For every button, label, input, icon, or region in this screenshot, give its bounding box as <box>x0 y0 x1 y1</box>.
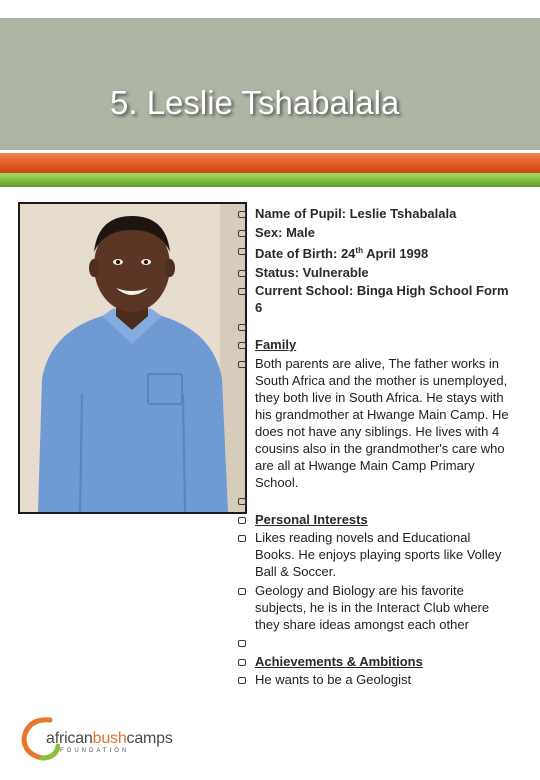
list-item <box>238 529 513 580</box>
family-heading: Family <box>255 337 297 352</box>
pupil-photo-illustration <box>20 204 245 512</box>
list-item <box>238 653 513 670</box>
logo-foundation: FOUNDATION <box>60 748 130 754</box>
logo-wordmark <box>46 730 173 748</box>
bullet-icon <box>238 342 246 348</box>
list-item <box>238 242 513 262</box>
interests-text-1: Likes reading novels and Educational Books. He enjoys playing sports like Volley Ball & Soccer. <box>255 530 502 579</box>
slide-title: 5. Leslie Tshabalala <box>110 84 400 121</box>
bullet-icon <box>238 588 246 594</box>
african-bush-camps-logo <box>20 714 180 764</box>
list-item <box>238 355 513 491</box>
empty-list-item <box>238 318 513 335</box>
list-item <box>238 582 513 633</box>
list-item <box>238 205 513 222</box>
list-item <box>238 336 513 353</box>
pupil-details-list <box>238 205 513 690</box>
bullet-icon <box>238 324 246 330</box>
pupil-name: Name of Pupil: Leslie Tshabalala <box>255 206 457 221</box>
logo-word-camps: camps <box>126 730 173 747</box>
bullet-icon <box>238 517 246 523</box>
achievements-text: He wants to be a Geologist <box>255 672 412 687</box>
interests-text-2: Geology and Biology are his favorite subjects, he is in the Interact Club where they share ideas amongst each other <box>255 582 490 632</box>
list-item <box>238 671 513 688</box>
list-item <box>238 282 513 316</box>
logo-word-african: african <box>46 730 93 747</box>
bullet-icon <box>238 211 246 217</box>
bullet-icon <box>238 535 246 541</box>
dob-prefix: Date of Birth: 24 <box>255 246 356 261</box>
pupil-school: Current School: Binga High School Form 6 <box>255 283 509 315</box>
bullet-icon <box>238 498 246 504</box>
bullet-icon <box>238 640 246 646</box>
pupil-sex: Sex: Male <box>255 224 315 240</box>
dob-superscript: th <box>355 246 363 255</box>
list-item <box>238 224 513 241</box>
pupil-status: Status: Vulnerable <box>255 264 369 280</box>
bullet-icon <box>238 361 246 367</box>
orange-stripe <box>0 153 540 173</box>
dob-suffix: April 1998 <box>362 246 429 261</box>
empty-list-item <box>238 634 513 651</box>
achievements-heading: Achievements & Ambitions <box>255 653 423 669</box>
interests-heading: Personal Interests <box>255 511 368 527</box>
list-item <box>238 264 513 281</box>
bullet-icon <box>238 659 246 665</box>
bullet-icon <box>238 288 246 294</box>
family-text: Both parents are alive, The father works in South Africa and the mother is unemployed, they both live in South Africa. He stays with his grandmother at Hwange Main Camp. He does not have any siblings. He lives with 4 cousins also in the grandmother's care who are all at Hwange Main Camp Primary School. <box>255 355 509 490</box>
title-banner <box>0 18 540 150</box>
logo-word-bush: bush <box>92 730 127 747</box>
bullet-icon <box>238 677 246 683</box>
bullet-icon <box>238 270 246 276</box>
green-stripe <box>0 173 540 187</box>
pupil-dob <box>255 246 428 261</box>
bullet-icon <box>238 230 246 236</box>
bullet-icon <box>238 248 246 254</box>
empty-list-item <box>238 492 513 509</box>
pupil-photo <box>18 202 247 514</box>
list-item <box>238 511 513 528</box>
